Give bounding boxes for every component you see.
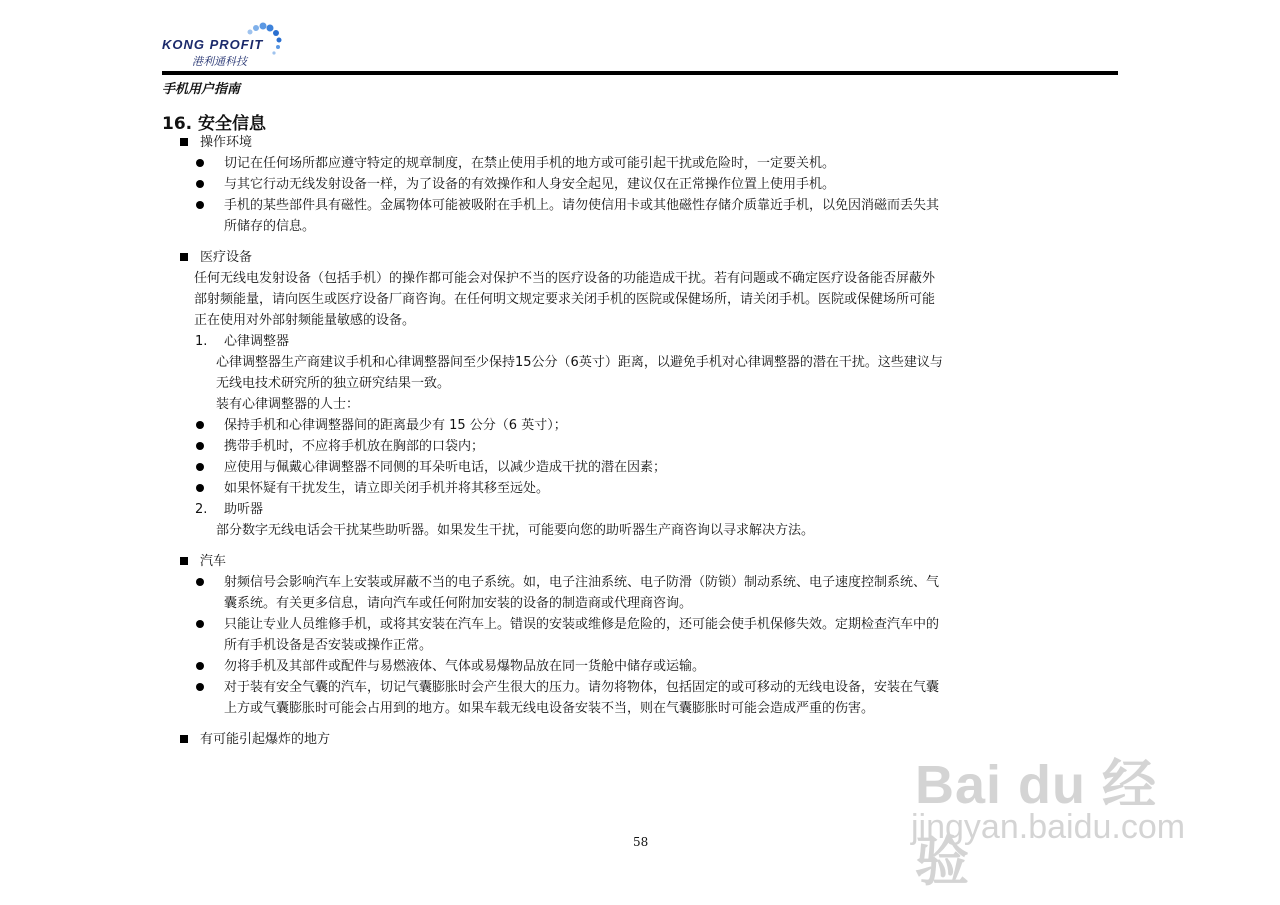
bullet-continuation — [162, 635, 1122, 656]
numbered-heading — [162, 331, 1122, 352]
section-heading-text: 有可能引起爆炸的地方 — [200, 732, 331, 747]
bullet-item — [162, 614, 1122, 635]
bullet-dot-icon — [196, 421, 204, 429]
list-number: 1. — [195, 334, 208, 349]
bullet-item — [162, 478, 1122, 499]
bullet-item — [162, 153, 1122, 174]
bullet-dot-icon — [196, 578, 204, 586]
bullet-item — [162, 436, 1122, 457]
bullet-dot-icon — [196, 484, 204, 492]
bullet-dot-icon — [196, 180, 204, 188]
bullet-text: 携带手机时，不应将手机放在胸部的口袋内； — [224, 439, 485, 454]
square-bullet-icon — [180, 735, 188, 743]
bullet-text: 保持手机和心律调整器间的距离最少有 15 公分（6 英寸）； — [224, 418, 567, 433]
sub-paragraph-line — [162, 352, 1122, 373]
paragraph-text: 正在使用对外部射频能量敏感的设备。 — [194, 313, 416, 328]
page-number: 58 — [633, 835, 649, 849]
bullet-item — [162, 174, 1122, 195]
square-bullet-icon — [180, 138, 188, 146]
sub-paragraph-line — [162, 394, 1122, 415]
bullet-dot-icon — [196, 620, 204, 628]
square-bullet-icon — [180, 253, 188, 261]
bullet-text: 勿将手机及其部件或配件与易燃液体、气体或易爆物品放在同一货舱中储存或运输。 — [224, 659, 706, 674]
section-heading-text: 医疗设备 — [200, 250, 253, 265]
company-logo — [162, 20, 292, 66]
document-body — [162, 132, 1122, 750]
bullet-dot-icon — [196, 442, 204, 450]
paragraph-line — [162, 268, 1122, 289]
bullet-text: 切记在任何场所都应遵守特定的规章制度，在禁止使用手机的地方或可能引起干扰或危险时，一定要关机。 — [224, 156, 836, 171]
section-heading-text: 汽车 — [200, 554, 227, 569]
numbered-heading — [162, 499, 1122, 520]
bullet-continuation — [162, 216, 1122, 237]
bullet-item — [162, 195, 1122, 216]
paragraph-line — [162, 310, 1122, 331]
numbered-heading-text: 心律调整器 — [224, 334, 290, 349]
bullet-text: 上方或气囊膨胀时可能会占用到的地方。如果车载无线电设备安装不当，则在气囊膨胀时可能会造成严重的伤害。 — [224, 701, 875, 716]
bullet-dot-icon — [196, 683, 204, 691]
bullet-text: 对于装有安全气囊的汽车，切记气囊膨胀时会产生很大的压力。请勿将物体，包括固定的或可移动的无线电设备，安装在气囊 — [224, 680, 940, 695]
paragraph-gap — [162, 719, 1122, 729]
bullet-dot-icon — [196, 201, 204, 209]
bullet-text: 所有手机设备是否安装或操作正常。 — [224, 638, 433, 653]
section-heading — [162, 247, 1122, 268]
bullet-text: 手机的某些部件具有磁性。金属物体可能被吸附在手机上。请勿使信用卡或其他磁性存储介质靠近手机，以免因消磁而丢失其 — [224, 198, 940, 213]
bullet-item — [162, 677, 1122, 698]
sub-paragraph-text: 心律调整器生产商建议手机和心律调整器间至少保持15公分（6英寸）距离，以避免手机对心律调整器的潜在干扰。这些建议与 — [216, 355, 943, 370]
bullet-continuation — [162, 698, 1122, 719]
sub-paragraph-line — [162, 520, 1122, 541]
sub-paragraph-text: 无线电技术研究所的独立研究结果一致。 — [216, 376, 451, 391]
numbered-heading-text: 助听器 — [224, 502, 264, 517]
section-heading — [162, 551, 1122, 572]
bullet-text: 所储存的信息。 — [224, 219, 316, 234]
paragraph-text: 部射频能量，请向医生或医疗设备厂商咨询。在任何明文规定要求关闭手机的医院或保健场所，请关闭手机。医院或保健场所可能 — [194, 292, 936, 307]
bullet-dot-icon — [196, 662, 204, 670]
watermark-url: jingyan.baidu.com — [911, 808, 1186, 846]
bullet-item — [162, 457, 1122, 478]
bullet-item — [162, 572, 1122, 593]
section-heading-text: 操作环境 — [200, 135, 253, 150]
sub-paragraph-text: 装有心律调整器的人士： — [216, 397, 360, 412]
bullet-item — [162, 415, 1122, 436]
bullet-text: 与其它行动无线发射设备一样，为了设备的有效操作和人身安全起见，建议仅在正常操作位置上使用手机。 — [224, 177, 836, 192]
paragraph-text: 任何无线电发射设备（包括手机）的操作都可能会对保护不当的医疗设备的功能造成干扰。若有问题或不确定医疗设备能否屏蔽外 — [194, 271, 936, 286]
header-rule — [162, 71, 1118, 75]
bullet-text: 囊系统。有关更多信息，请向汽车或任何附加安装的设备的制造商或代理商咨询。 — [224, 596, 693, 611]
bullet-dot-icon — [196, 463, 204, 471]
paragraph-gap — [162, 237, 1122, 247]
bullet-continuation — [162, 593, 1122, 614]
header-title: 手机用户指南 — [162, 82, 241, 97]
bullet-text: 只能让专业人员维修手机，或将其安装在汽车上。错误的安装或维修是危险的，还可能会使手机保修失效。定期检查汽车中的 — [224, 617, 940, 632]
paragraph-gap — [162, 541, 1122, 551]
logo-brand-en: KONG PROFIT — [162, 37, 264, 52]
bullet-item — [162, 656, 1122, 677]
square-bullet-icon — [180, 557, 188, 565]
watermark — [905, 742, 1205, 892]
list-number: 2. — [195, 502, 208, 517]
bullet-text: 射频信号会影响汽车上安装或屏蔽不当的电子系统。如，电子注油系统、电子防滑（防锁）制动系统、电子速度控制系统、气 — [224, 575, 940, 590]
paragraph-line — [162, 289, 1122, 310]
sub-paragraph-line — [162, 373, 1122, 394]
logo-brand-cn: 港利通科技 — [192, 55, 247, 68]
bullet-text: 如果怀疑有干扰发生，请立即关闭手机并将其移至远处。 — [224, 481, 550, 496]
section-heading — [162, 132, 1122, 153]
bullet-dot-icon — [196, 159, 204, 167]
bullet-text: 应使用与佩戴心律调整器不同侧的耳朵听电话，以减少造成干扰的潜在因素； — [224, 460, 667, 475]
watermark-main: Bai du 经验 — [915, 755, 1158, 892]
section-title: 16. 安全信息 — [162, 114, 267, 134]
sub-paragraph-text: 部分数字无线电话会干扰某些助听器。如果发生干扰，可能要向您的助听器生产商咨询以寻求解决方法。 — [216, 523, 815, 538]
